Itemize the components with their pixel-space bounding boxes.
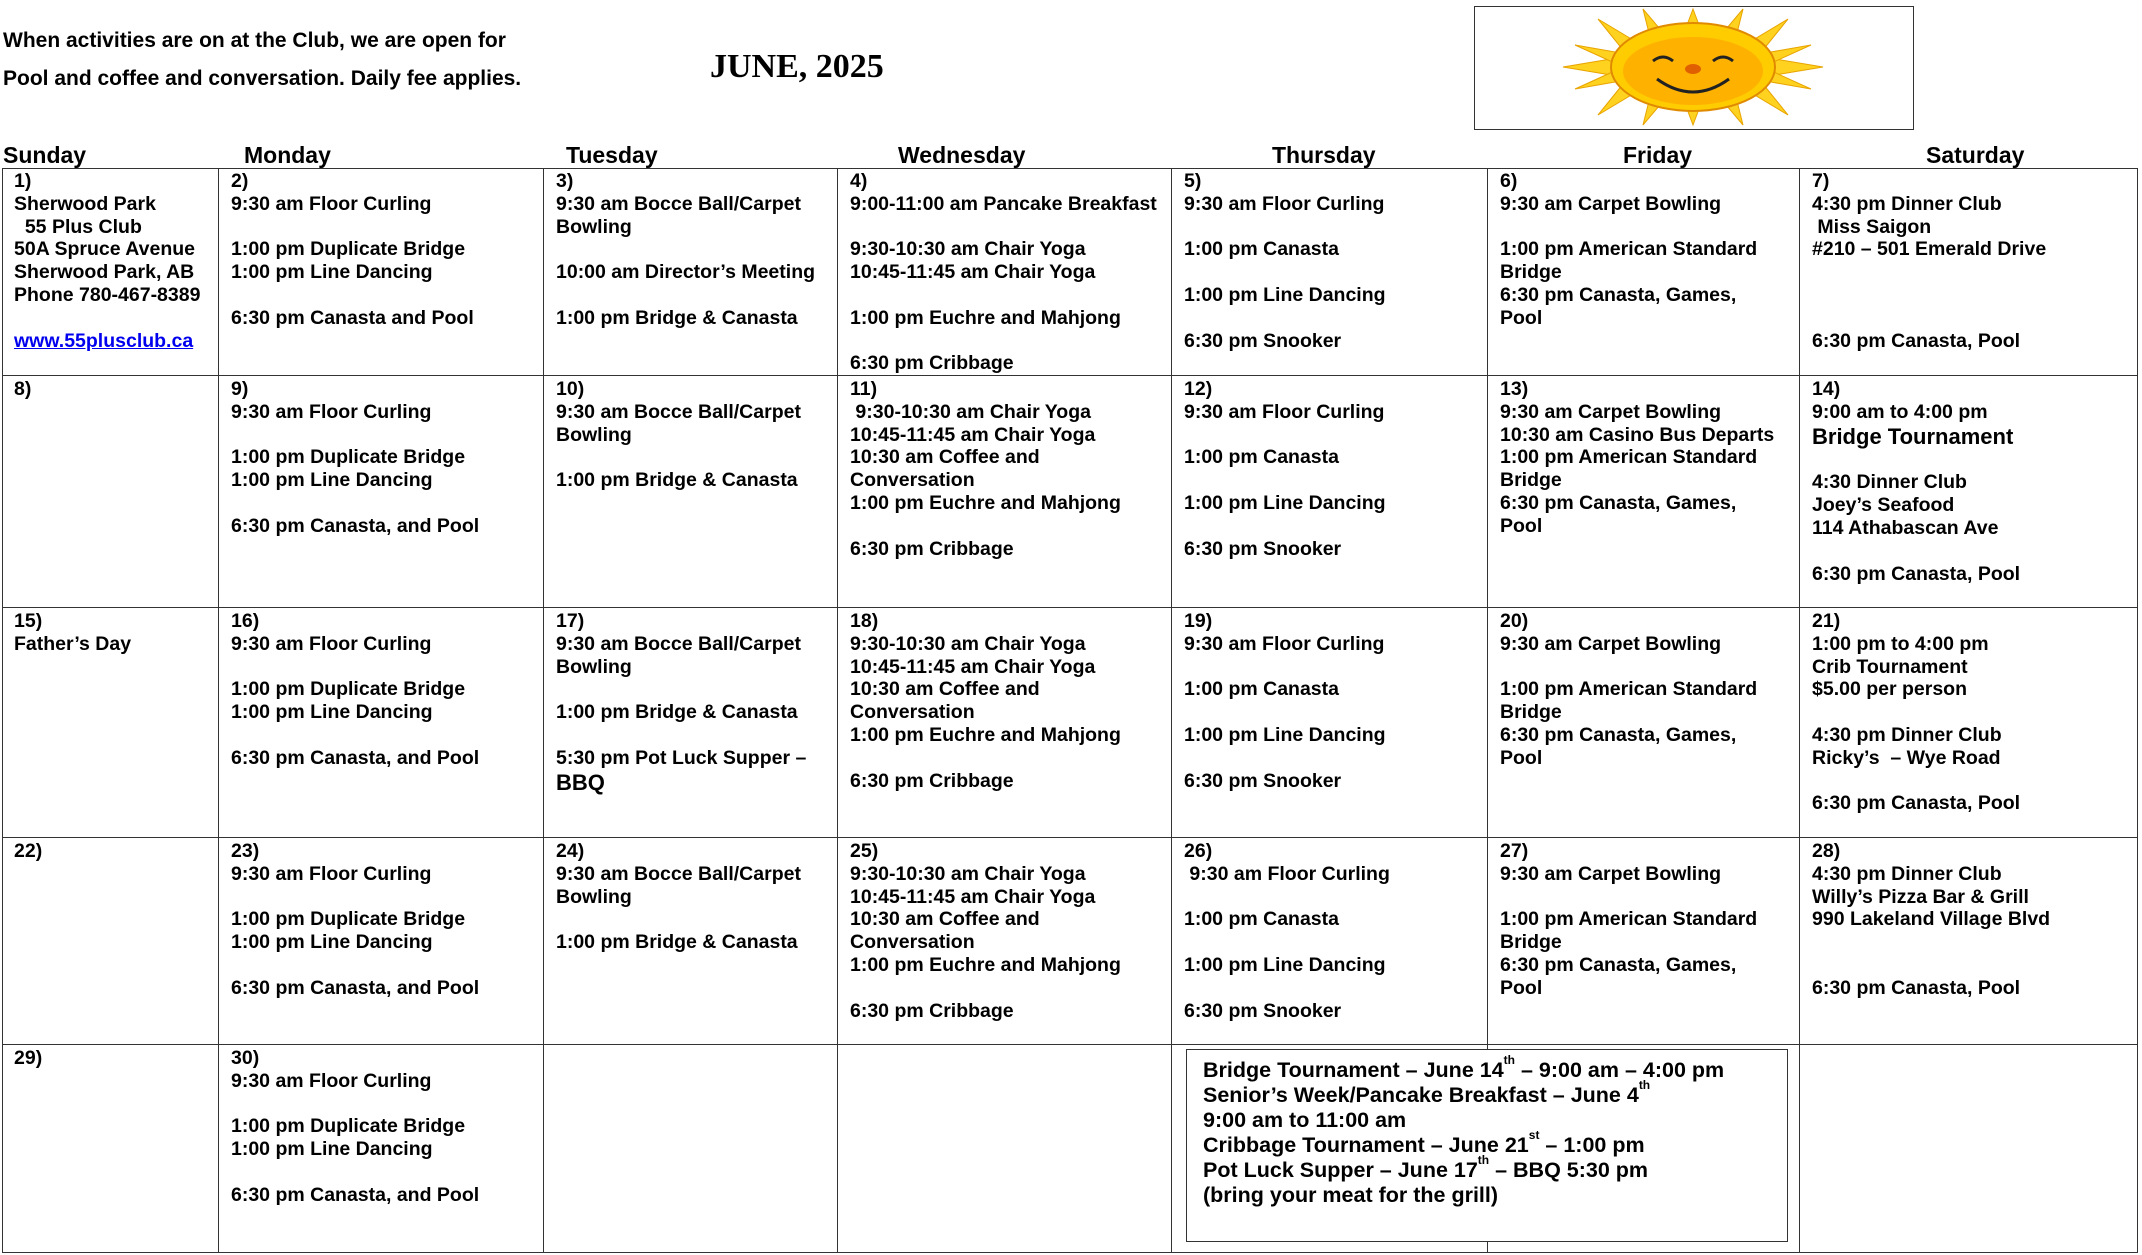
event-line: 9:30 am Carpet Bowling	[1500, 862, 1722, 885]
event-line: 9:30 am Floor Curling	[231, 862, 432, 885]
event-line	[556, 238, 833, 261]
day-number: 14)	[1812, 378, 1841, 400]
event-line: 6:30 pm Snooker	[1184, 329, 1342, 352]
event-line: 1:00 pm Canasta	[1184, 446, 1339, 469]
event-line	[1184, 886, 1483, 909]
note-bring-meat: (bring your meat for the grill)	[1203, 1183, 1499, 1207]
day-number: 26)	[1184, 840, 1213, 862]
event-line: 9:30-10:30 am Chair Yoga	[850, 632, 1086, 655]
event-line: 6:30 pm Canasta, Pool	[1812, 329, 2021, 352]
event-line: 6:30 pm Canasta, and Pool	[231, 1183, 480, 1206]
event-line: 10:30 am Coffee and	[850, 446, 1040, 469]
event-line: 10:30 am Casino Bus Departs	[1500, 423, 1775, 446]
event-line	[850, 330, 1167, 353]
header-friday: Friday	[1623, 142, 1693, 168]
event-line: 1:00 pm Line Dancing	[231, 931, 433, 954]
intro-line-2: Pool and coffee and conversation. Daily fee applies.	[3, 67, 522, 90]
event-line	[556, 724, 833, 747]
event-line: 6:30 pm Cribbage	[850, 999, 1014, 1022]
note-cribbage-tournament: Cribbage Tournament – June 21st – 1:00 pm	[1203, 1128, 1645, 1157]
event-line	[1500, 216, 1795, 239]
event-line	[556, 446, 833, 469]
event-line: 9:30 am Floor Curling	[1184, 400, 1385, 423]
header-thursday: Thursday	[1272, 142, 1376, 168]
event-line	[231, 954, 539, 977]
event-line: 9:00 am to 4:00 pm	[1812, 400, 1988, 423]
event-line: Conversation	[850, 701, 975, 724]
event-line: 114 Athabascan Ave	[1812, 516, 1999, 539]
day-number: 9)	[231, 378, 249, 400]
day-number: 8)	[14, 378, 32, 400]
event-line: 1:00 pm Euchre and Mahjong	[850, 491, 1121, 514]
event-line: 1:00 pm Euchre and Mahjong	[850, 306, 1121, 329]
day-number: 18)	[850, 610, 879, 632]
event-line: 10:30 am Coffee and	[850, 678, 1040, 701]
day-number: 5)	[1184, 170, 1202, 192]
event-line: Bridge	[1500, 701, 1562, 724]
event-line: 1:00 pm American Standard	[1500, 678, 1758, 701]
event-line	[1184, 977, 1483, 1000]
day-cell	[2, 838, 219, 1045]
event-line: 9:30 am Bocce Ball/Carpet	[556, 862, 801, 885]
event-line: Joey’s Seafood	[1812, 494, 1955, 517]
website-line	[14, 330, 214, 353]
event-line: 6:30 pm Cribbage	[850, 537, 1014, 560]
event-line: 1:00 pm Line Dancing	[231, 261, 433, 284]
calendar-grid	[2, 168, 2138, 1253]
day-number: 29)	[14, 1047, 43, 1069]
event-line: 9:30 am Bocce Ball/Carpet	[556, 192, 801, 215]
day-cell	[544, 608, 838, 838]
day-cell	[544, 376, 838, 608]
event-line: 6:30 pm Cribbage	[850, 352, 1014, 375]
event-line	[231, 492, 539, 515]
event-line: 6:30 pm Canasta and Pool	[231, 306, 474, 329]
day-number: 11)	[850, 378, 878, 400]
event-line: 6:30 pm Cribbage	[850, 769, 1014, 792]
event-line: Pool	[1500, 976, 1543, 999]
day-number: 22)	[14, 840, 43, 862]
event-line	[1812, 954, 2133, 977]
event-line: 9:00-11:00 am Pancake Breakfast	[850, 192, 1157, 215]
event-line: 9:30 am Floor Curling	[231, 400, 432, 423]
event-line: 6:30 pm Canasta, Pool	[1812, 976, 2021, 999]
event-line: 6:30 pm Snooker	[1184, 999, 1342, 1022]
event-line	[1812, 284, 2133, 307]
day-cell	[544, 1045, 838, 1253]
day-cell	[2, 168, 219, 376]
event-line	[231, 1161, 539, 1184]
event-line: 1:00 pm Line Dancing	[1184, 491, 1386, 514]
day-number: 30)	[231, 1047, 260, 1069]
day-cell	[1488, 168, 1800, 376]
event-line: 1:00 pm Line Dancing	[231, 469, 433, 492]
event-line: Pool	[1500, 514, 1543, 537]
day-number: 20)	[1500, 610, 1529, 632]
event-line	[1184, 515, 1483, 538]
event-line: Conversation	[850, 469, 975, 492]
event-line: 1:00 pm Duplicate Bridge	[231, 678, 466, 701]
event-line	[850, 977, 1167, 1000]
event-line: 10:45-11:45 am Chair Yoga	[850, 423, 1096, 446]
header-sunday: Sunday	[3, 142, 87, 168]
day-number: 19)	[1184, 610, 1213, 632]
day-cell	[1488, 376, 1800, 608]
event-line	[231, 656, 539, 679]
day-number: 25)	[850, 840, 879, 862]
day-number: 21)	[1812, 610, 1841, 632]
event-line	[231, 424, 539, 447]
sun-image	[1474, 6, 1914, 130]
event-line	[850, 284, 1167, 307]
event-line: 6:30 pm Canasta, Games,	[1500, 953, 1737, 976]
event-line: Bridge	[1500, 931, 1562, 954]
event-line: 10:45-11:45 am Chair Yoga	[850, 885, 1096, 908]
event-line: 9:30 am Floor Curling	[1184, 632, 1385, 655]
day-cell	[1172, 376, 1488, 608]
event-line	[556, 284, 833, 307]
event-line	[850, 216, 1167, 239]
day-number: 23)	[231, 840, 260, 862]
event-line	[556, 678, 833, 701]
event-line: 1:00 pm Bridge & Canasta	[556, 701, 798, 724]
event-line: 9:30 am Floor Curling	[1184, 862, 1390, 885]
event-line: Pool	[1500, 306, 1543, 329]
event-line	[1184, 469, 1483, 492]
event-line: 6:30 pm Canasta, Games,	[1500, 723, 1737, 746]
event-line: Bowling	[556, 423, 632, 446]
day-number: 3)	[556, 170, 574, 192]
event-line: Sherwood Park, AB	[14, 261, 195, 284]
event-line: 9:30 am Carpet Bowling	[1500, 632, 1722, 655]
event-line: 10:45-11:45 am Chair Yoga	[850, 261, 1096, 284]
day-cell	[838, 608, 1172, 838]
day-number: 6)	[1500, 170, 1518, 192]
event-line: Pool	[1500, 746, 1543, 769]
day-cell	[838, 838, 1172, 1045]
page-title: JUNE, 2025	[710, 48, 884, 85]
day-number: 27)	[1500, 840, 1529, 862]
event-line: 1:00 pm Line Dancing	[1184, 283, 1386, 306]
event-line: 6:30 pm Snooker	[1184, 769, 1342, 792]
event-line: 9:30 am Floor Curling	[1184, 192, 1385, 215]
intro-text	[3, 22, 521, 98]
event-line: 9:30 am Floor Curling	[231, 192, 432, 215]
event-line: Bowling	[556, 215, 632, 238]
event-line	[1812, 701, 2133, 724]
event-line: #210 – 501 Emerald Drive	[1812, 238, 2047, 261]
event-line: 9:30 am Carpet Bowling	[1500, 192, 1722, 215]
event-line: 1:00 pm Line Dancing	[1184, 723, 1386, 746]
day-cell	[1800, 1045, 2138, 1253]
event-line: Bowling	[556, 655, 632, 678]
event-line: Crib Tournament	[1812, 655, 1968, 678]
event-line: 10:00 am Director’s Meeting	[556, 261, 816, 284]
event-line	[1184, 307, 1483, 330]
event-line: Sherwood Park	[14, 192, 156, 215]
note-pancake-time: 9:00 am to 11:00 am	[1203, 1108, 1407, 1132]
event-line: 9:30 am Bocce Ball/Carpet	[556, 400, 801, 423]
day-cell	[219, 168, 544, 376]
event-line	[1184, 216, 1483, 239]
event-line: 1:00 pm Bridge & Canasta	[556, 306, 798, 329]
event-line: 5:30 pm Pot Luck Supper –	[556, 746, 807, 769]
event-line	[231, 284, 539, 307]
day-number: 16)	[231, 610, 260, 632]
day-cell	[1488, 608, 1800, 838]
event-line	[1184, 747, 1483, 770]
day-cell	[2, 1045, 219, 1253]
day-cell	[219, 1045, 544, 1253]
event-line: 4:30 pm Dinner Club	[1812, 723, 2002, 746]
sun-icon	[1475, 7, 1912, 128]
event-line: 9:30-10:30 am Chair Yoga	[850, 862, 1086, 885]
event-line	[14, 307, 214, 330]
day-cell	[219, 608, 544, 838]
note-pot-luck: Pot Luck Supper – June 17th – BBQ 5:30 pm	[1203, 1153, 1649, 1182]
day-number: 7)	[1812, 170, 1830, 192]
day-cell	[838, 376, 1172, 608]
event-line: 9:30-10:30 am Chair Yoga	[850, 400, 1091, 423]
day-cell	[219, 838, 544, 1045]
event-line	[1812, 307, 2133, 330]
event-line: 1:00 pm Euchre and Mahjong	[850, 953, 1121, 976]
day-cell	[2, 376, 219, 608]
event-line: 6:30 pm Canasta, Pool	[1812, 792, 2021, 815]
event-line: 1:00 pm Line Dancing	[231, 701, 433, 724]
event-line	[1184, 656, 1483, 679]
event-line: 6:30 pm Canasta, and Pool	[231, 976, 480, 999]
day-cell	[838, 1045, 1172, 1253]
day-number: 10)	[556, 378, 585, 400]
event-line: 1:00 pm Canasta	[1184, 908, 1339, 931]
day-number: 24)	[556, 840, 585, 862]
day-cell	[544, 838, 838, 1045]
website-link[interactable]: www.55plusclub.ca	[14, 329, 194, 352]
event-line	[1184, 931, 1483, 954]
day-cell	[1488, 838, 1800, 1045]
event-line: Willy’s Pizza Bar & Grill	[1812, 885, 2029, 908]
event-line	[231, 216, 539, 239]
note-seniors-week: Senior’s Week/Pancake Breakfast – June 4th	[1203, 1078, 1651, 1107]
event-line	[1184, 424, 1483, 447]
event-line	[1812, 540, 2133, 563]
event-line	[1812, 931, 2133, 954]
event-line: 4:30 Dinner Club	[1812, 471, 1967, 494]
event-line: 1:00 pm Duplicate Bridge	[231, 238, 466, 261]
day-cell	[544, 168, 838, 376]
event-line	[1500, 886, 1795, 909]
event-line	[1812, 449, 2133, 472]
event-line: 50A Spruce Avenue	[14, 238, 195, 261]
day-cell	[2, 608, 219, 838]
event-line	[850, 515, 1167, 538]
event-line	[850, 747, 1167, 770]
intro-line-1: When activities are on at the Club, we are open for	[3, 29, 506, 52]
event-line	[1812, 261, 2133, 284]
event-line	[231, 1093, 539, 1116]
event-line: 1:00 pm American Standard	[1500, 446, 1758, 469]
day-number: 17)	[556, 610, 585, 632]
day-number: 1)	[14, 170, 32, 192]
event-line: 6:30 pm Canasta, Games,	[1500, 283, 1737, 306]
event-line: 9:30 am Bocce Ball/Carpet	[556, 632, 801, 655]
event-line: 1:00 pm Canasta	[1184, 678, 1339, 701]
event-line	[1184, 701, 1483, 724]
event-line: 6:30 pm Canasta, Games,	[1500, 491, 1737, 514]
day-number: 4)	[850, 170, 868, 192]
event-line: 10:45-11:45 am Chair Yoga	[850, 655, 1096, 678]
event-line: 1:00 pm Line Dancing	[1184, 953, 1386, 976]
event-line	[556, 908, 833, 931]
event-line: 1:00 pm Euchre and Mahjong	[850, 723, 1121, 746]
event-line: 1:00 pm American Standard	[1500, 238, 1758, 261]
day-cell	[1800, 608, 2138, 838]
day-cell	[1172, 168, 1488, 376]
day-number: 12)	[1184, 378, 1213, 400]
event-line: Conversation	[850, 931, 975, 954]
header-saturday: Saturday	[1926, 142, 2025, 168]
event-line: Bridge Tournament	[1812, 423, 2014, 449]
header-tuesday: Tuesday	[566, 142, 658, 168]
event-line: Miss Saigon	[1812, 215, 1932, 238]
event-line: 6:30 pm Canasta, Pool	[1812, 562, 2021, 585]
event-line: 6:30 pm Snooker	[1184, 537, 1342, 560]
event-line: 55 Plus Club	[14, 215, 142, 238]
event-line	[231, 886, 539, 909]
event-line: 9:30-10:30 am Chair Yoga	[850, 238, 1086, 261]
event-line: 6:30 pm Canasta, and Pool	[231, 514, 480, 537]
day-cell	[1800, 168, 2138, 376]
event-line: Bowling	[556, 885, 632, 908]
event-line: 1:00 pm Duplicate Bridge	[231, 446, 466, 469]
event-line: Bridge	[1500, 469, 1562, 492]
event-line: 1:00 pm Duplicate Bridge	[231, 908, 466, 931]
day-cell	[219, 376, 544, 608]
event-line: Bridge	[1500, 261, 1562, 284]
event-line: 4:30 pm Dinner Club	[1812, 192, 2002, 215]
event-line	[1184, 261, 1483, 284]
event-line: 4:30 pm Dinner Club	[1812, 862, 2002, 885]
day-number: 2)	[231, 170, 249, 192]
event-line	[1500, 656, 1795, 679]
day-cell	[1800, 838, 2138, 1045]
event-line: 1:00 pm to 4:00 pm	[1812, 632, 1989, 655]
event-line: 1:00 pm Canasta	[1184, 238, 1339, 261]
event-line	[231, 724, 539, 747]
day-cell	[1172, 608, 1488, 838]
day-cell	[1172, 838, 1488, 1045]
event-line: 9:30 am Floor Curling	[231, 632, 432, 655]
event-line: BBQ	[556, 769, 605, 795]
day-cell	[838, 168, 1172, 376]
event-line: 1:00 pm American Standard	[1500, 908, 1758, 931]
day-number: 28)	[1812, 840, 1841, 862]
event-line: 1:00 pm Duplicate Bridge	[231, 1115, 466, 1138]
event-line: 1:00 pm Bridge & Canasta	[556, 931, 798, 954]
event-line: 9:30 am Floor Curling	[231, 1069, 432, 1092]
event-line: 6:30 pm Canasta, and Pool	[231, 746, 480, 769]
event-line: 990 Lakeland Village Blvd	[1812, 908, 2051, 931]
header-monday: Monday	[244, 142, 331, 168]
day-number: 15)	[14, 610, 43, 632]
note-bridge-tournament: Bridge Tournament – June 14th – 9:00 am – 4:00 pm	[1203, 1053, 1725, 1082]
event-line: 9:30 am Carpet Bowling	[1500, 400, 1722, 423]
event-line: 1:00 pm Bridge & Canasta	[556, 469, 798, 492]
event-line: 1:00 pm Line Dancing	[231, 1138, 433, 1161]
event-line: Father’s Day	[14, 632, 132, 655]
event-line: Ricky’s – Wye Road	[1812, 746, 2001, 769]
events-summary-box	[1186, 1049, 1788, 1242]
event-line: 10:30 am Coffee and	[850, 908, 1040, 931]
event-line: Phone 780-467-8389	[14, 283, 201, 306]
event-line: $5.00 per person	[1812, 678, 1967, 701]
day-number: 13)	[1500, 378, 1529, 400]
header-wednesday: Wednesday	[898, 142, 1026, 168]
event-line	[1812, 770, 2133, 793]
day-cell	[1800, 376, 2138, 608]
